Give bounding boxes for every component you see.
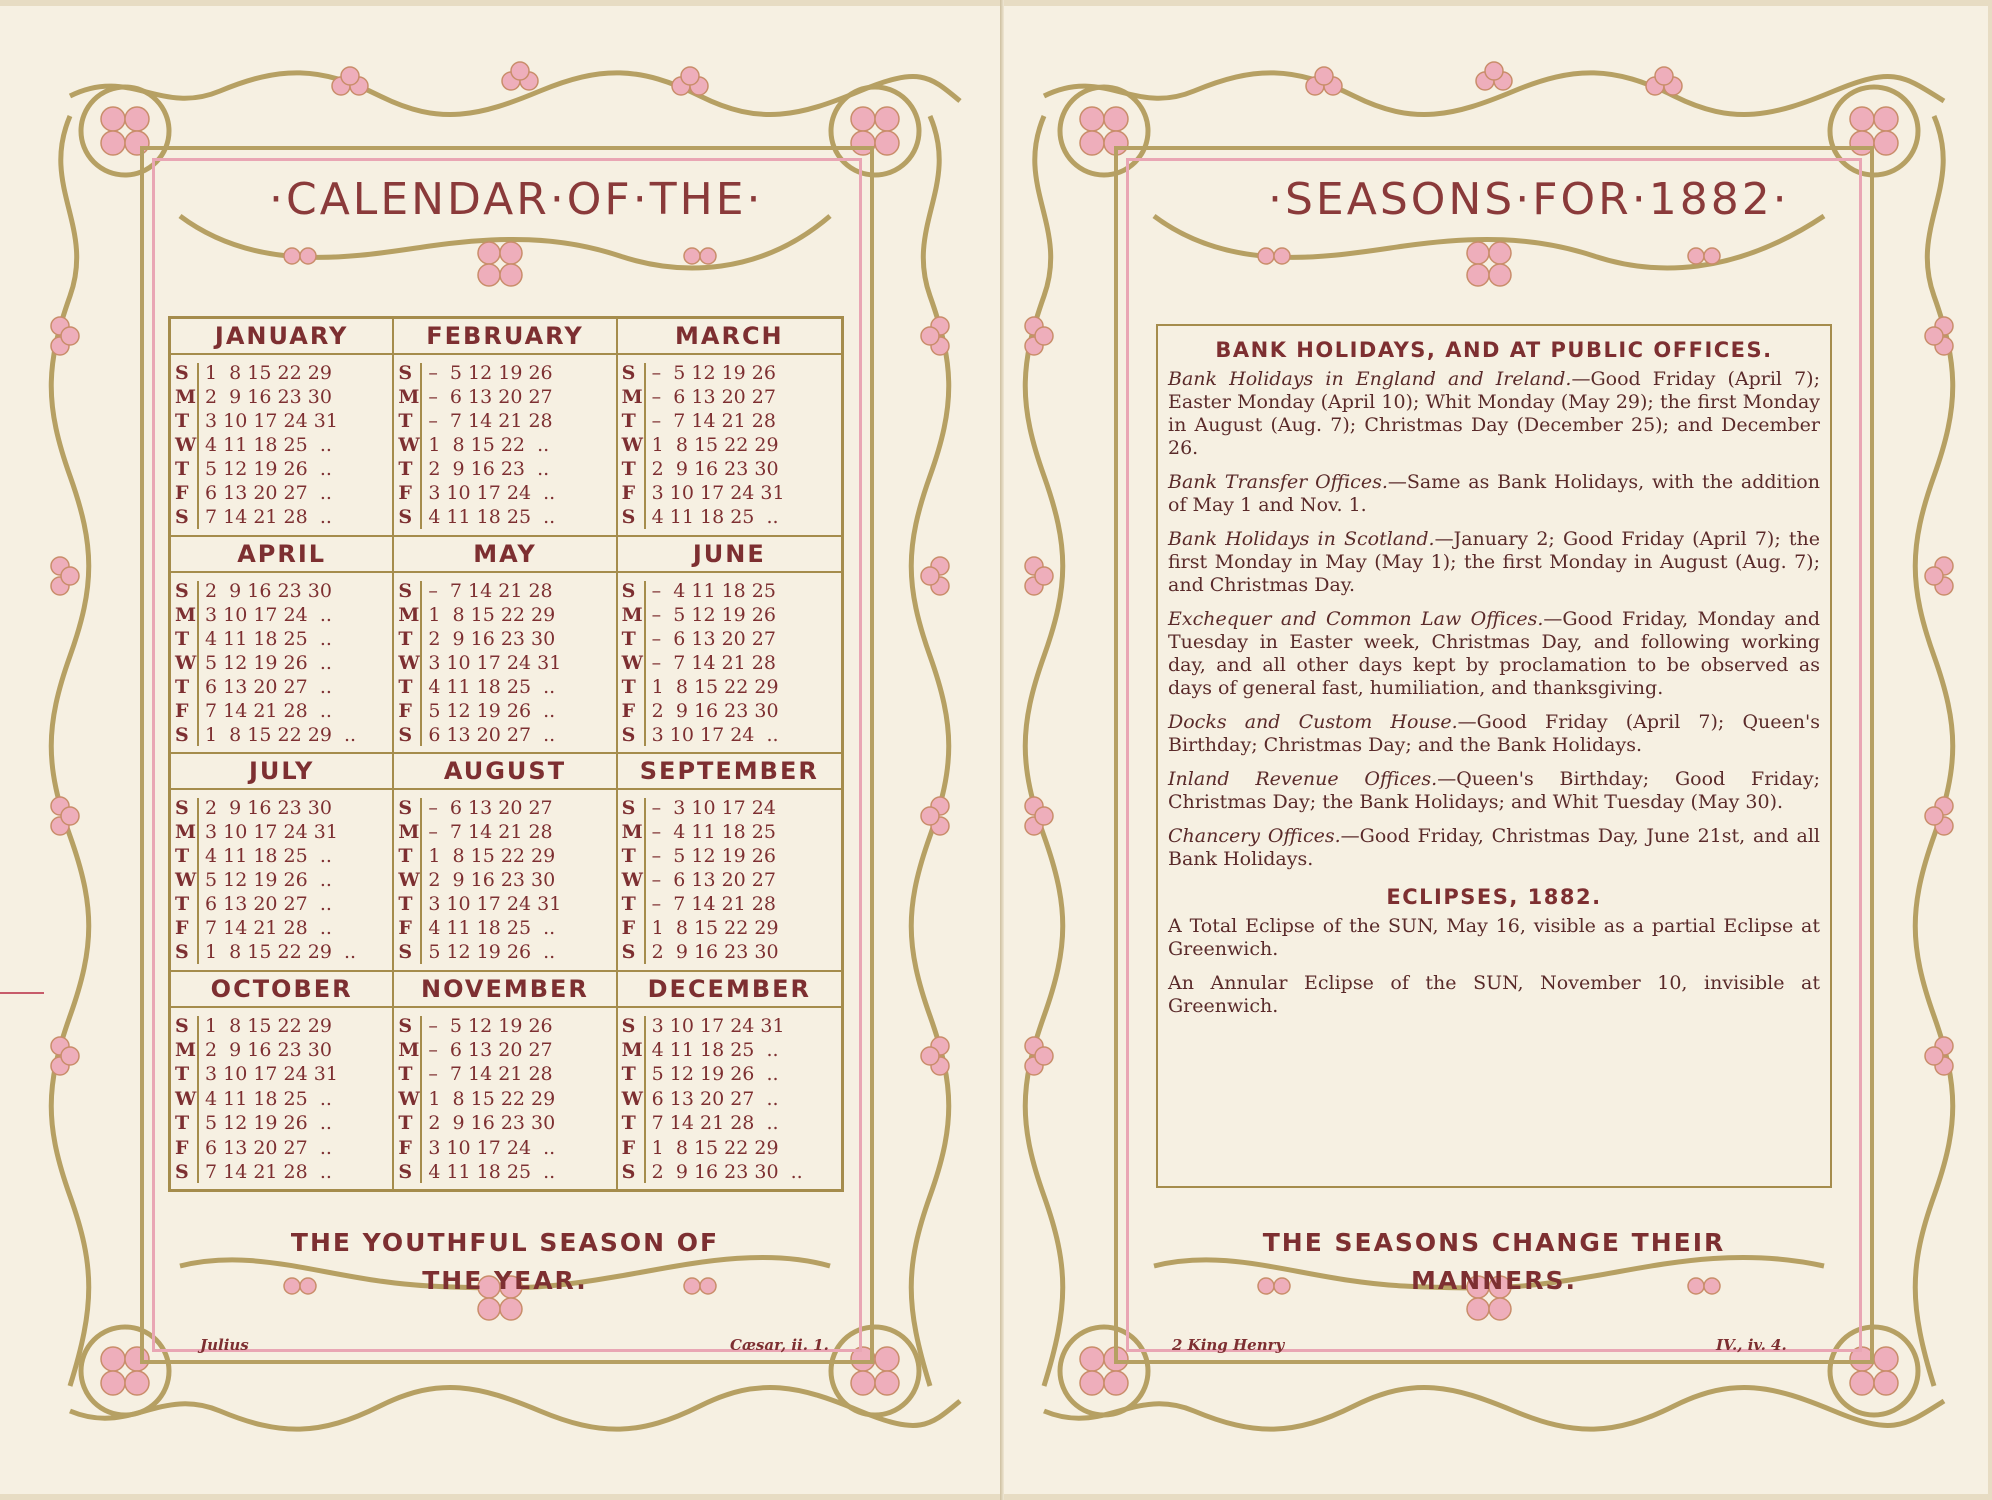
weekday-letter: S — [621, 506, 636, 529]
month-july — [171, 754, 394, 972]
date-row: 2 9 16 23 30 — [428, 627, 556, 650]
citation-right-right: IV., iv. 4. — [1716, 1336, 1787, 1354]
date-row: – 5 12 19 26 — [428, 362, 553, 384]
holiday-paragraphs — [1168, 368, 1820, 871]
date-row: – 7 14 21 28 — [651, 410, 776, 433]
weekday-letter: W — [398, 651, 420, 674]
date-row: 1 8 15 22 29 — [428, 845, 556, 868]
date-row: 2 9 16 23 30 — [428, 1112, 556, 1135]
weekday-letter: M — [175, 603, 197, 626]
paragraph-lead: Bank Holidays in England and Ireland. — [1168, 368, 1572, 390]
weekday-letter: S — [621, 579, 636, 602]
date-row: 6 13 20 27 .. — [205, 482, 332, 505]
weekday-column — [622, 581, 646, 747]
motto-line-2-right: MANNERS. — [1411, 1266, 1577, 1295]
date-row: – 3 10 17 24 — [651, 797, 776, 819]
left-motto — [200, 1224, 810, 1300]
weekday-letter: S — [175, 941, 189, 964]
weekday-letter: S — [175, 797, 189, 819]
citation-left-right: 2 King Henry — [1172, 1336, 1285, 1354]
date-row: 3 10 17 24 31 — [205, 821, 338, 844]
weekday-letter: M — [175, 386, 197, 409]
weekday-letter: T — [398, 893, 413, 916]
month-name: NOVEMBER — [394, 972, 615, 1008]
date-row: 4 11 18 25 .. — [428, 917, 556, 940]
weekday-column — [175, 363, 199, 529]
date-row: – 5 12 19 26 — [651, 845, 776, 868]
date-row: 4 11 18 25 .. — [205, 845, 332, 868]
weekday-letter: T — [398, 410, 413, 433]
calendar-grid — [168, 316, 844, 1192]
month-february — [394, 319, 617, 537]
date-row: 3 10 17 24 31 — [428, 651, 562, 674]
date-row: – 6 13 20 27 — [428, 1038, 553, 1061]
weekday-letter: T — [398, 1112, 413, 1135]
weekday-letter: W — [398, 1087, 420, 1110]
weekday-letter: T — [621, 845, 636, 868]
date-row: 1 8 15 22 29 — [205, 1014, 332, 1037]
date-row: 6 13 20 27 .. — [205, 893, 332, 916]
weekday-letter: T — [398, 1063, 413, 1086]
paragraph-body: —January 2; Good Friday (April 7); the first Monday in May (May 1); the first Monday in August (Aug. 7); and Christmas Day. — [1168, 528, 1821, 596]
month-november — [394, 972, 617, 1190]
date-row: 4 11 18 25 .. — [428, 1160, 556, 1183]
month-name: JULY — [171, 754, 392, 790]
weekday-letter: S — [398, 506, 413, 529]
date-row: – 7 14 21 28 — [428, 1063, 553, 1086]
date-row: 2 9 16 23 30 — [205, 797, 332, 819]
paragraph-body: —Good Friday (April 7); Easter Monday (April 10); Whit Monday (May 29); the first Monday in August (Aug. 7); Christmas Day (December 25); and December 26. — [1168, 368, 1820, 459]
paragraph-body: —Queen's Birthday; Good Friday; Christmas Day; the Bank Holidays; and Whit Tuesday (May 30). — [1168, 768, 1820, 813]
motto-line-2: THE YEAR. — [422, 1266, 588, 1295]
weekday-letter: S — [398, 941, 413, 964]
weekday-letter: T — [398, 627, 413, 650]
month-september — [618, 754, 841, 972]
weekday-letter: S — [175, 579, 189, 602]
date-row: – 7 14 21 28 — [651, 651, 776, 674]
weekday-letter: T — [621, 893, 636, 916]
left-page — [0, 6, 1000, 1494]
weekday-letter: F — [175, 1136, 189, 1159]
date-row: – 6 13 20 27 — [651, 386, 776, 409]
weekday-letter: T — [621, 410, 636, 433]
date-row: 5 12 19 26 .. — [428, 941, 556, 964]
date-row: – 5 12 19 26 — [651, 362, 776, 384]
weekday-letter: S — [175, 362, 189, 384]
date-row: 7 14 21 28 .. — [205, 1160, 332, 1183]
weekday-letter: T — [621, 1063, 636, 1086]
right-vine — [911, 116, 949, 1386]
weekday-letter: W — [621, 869, 643, 892]
date-row: 3 10 17 24 .. — [428, 482, 556, 505]
date-row: 7 14 21 28 .. — [651, 1112, 779, 1135]
date-row: – 6 13 20 27 — [651, 627, 776, 650]
date-row: 6 13 20 27 .. — [205, 1136, 332, 1159]
weekday-letter: F — [398, 699, 412, 722]
paragraph-lead: Exchequer and Common Law Offices. — [1168, 608, 1544, 630]
date-row: 5 12 19 26 .. — [651, 1063, 779, 1086]
weekday-column — [398, 1016, 422, 1184]
weekday-letter: S — [398, 1160, 413, 1183]
date-row: 4 11 18 25 .. — [651, 506, 779, 529]
month-june — [618, 537, 841, 755]
page-title: ·CALENDAR·OF·THE· — [255, 174, 777, 225]
weekday-letter: S — [398, 1014, 413, 1037]
month-december — [618, 972, 841, 1190]
date-row: 3 10 17 24 31 — [205, 1063, 338, 1086]
date-row: 2 9 16 23 30 — [205, 1038, 332, 1061]
month-name: MARCH — [618, 319, 841, 355]
date-row: – 6 13 20 27 — [651, 869, 776, 892]
date-row: – 6 13 20 27 — [428, 797, 553, 819]
weekday-letter: F — [175, 699, 189, 722]
weekday-column — [398, 363, 422, 529]
weekday-letter: W — [175, 434, 197, 457]
holiday-paragraph — [1168, 368, 1820, 460]
date-row: – 4 11 18 25 — [651, 821, 776, 844]
weekday-letter: S — [175, 723, 189, 746]
paragraph-lead: Docks and Custom House. — [1168, 711, 1458, 733]
weekday-letter: F — [175, 917, 189, 940]
date-row: 1 8 15 22 29 .. — [205, 723, 357, 746]
weekday-letter: S — [175, 506, 189, 529]
paragraph-body: —Good Friday, Christmas Day, June 21st, and all Bank Holidays. — [1168, 825, 1821, 870]
paragraph-lead: Bank Holidays in Scotland. — [1168, 528, 1435, 550]
weekday-letter: S — [621, 1014, 636, 1037]
date-row: 4 11 18 25 .. — [428, 675, 556, 698]
weekday-letter: W — [175, 1087, 197, 1110]
weekday-letter: F — [621, 699, 636, 722]
date-row: 4 11 18 25 .. — [651, 1038, 779, 1061]
date-row: 6 13 20 27 .. — [205, 675, 332, 698]
weekday-letter: M — [398, 821, 420, 844]
weekday-letter: T — [175, 458, 190, 481]
weekday-letter: S — [398, 723, 413, 746]
month-name: OCTOBER — [171, 972, 392, 1008]
date-row: – 7 14 21 28 — [651, 893, 776, 916]
weekday-column — [622, 363, 646, 529]
right-page — [1004, 6, 1988, 1494]
weekday-letter: T — [621, 627, 636, 650]
date-row: – 7 14 21 28 — [428, 579, 553, 602]
weekday-letter: S — [398, 797, 413, 819]
weekday-letter: W — [398, 869, 420, 892]
date-row: 2 9 16 23 30 — [205, 386, 332, 409]
date-row: 1 8 15 22 29 — [651, 434, 779, 457]
weekday-column — [398, 581, 422, 747]
weekday-letter: W — [398, 434, 420, 457]
weekday-letter: T — [175, 893, 190, 916]
holiday-paragraph — [1168, 768, 1820, 814]
month-name: JUNE — [618, 537, 841, 573]
holiday-paragraph — [1168, 471, 1820, 517]
date-row: – 7 14 21 28 — [428, 821, 553, 844]
date-row: – 5 12 19 26 — [428, 1014, 553, 1037]
holiday-paragraph — [1168, 711, 1820, 757]
weekday-letter: T — [621, 1112, 636, 1135]
date-row: 1 8 15 22 .. — [428, 434, 550, 457]
date-row: 2 9 16 23 30 — [651, 458, 779, 481]
weekday-letter: F — [398, 482, 412, 505]
month-name: JANUARY — [171, 319, 392, 355]
weekday-column — [622, 798, 646, 964]
date-row: 4 11 18 25 .. — [205, 434, 332, 457]
weekday-letter: W — [175, 651, 197, 674]
date-row: 7 14 21 28 .. — [205, 917, 332, 940]
weekday-letter: W — [175, 869, 197, 892]
date-row: 1 8 15 22 29 — [651, 675, 779, 698]
date-row: 2 9 16 23 30 — [651, 941, 779, 964]
weekday-letter: S — [175, 1014, 189, 1037]
month-august — [394, 754, 617, 972]
weekday-column — [398, 798, 422, 964]
month-name: APRIL — [171, 537, 392, 573]
date-row: 1 8 15 22 29 — [428, 603, 556, 626]
eclipses-heading: ECLIPSES, 1882. — [1386, 885, 1602, 909]
date-row: 4 11 18 25 .. — [428, 506, 556, 529]
date-row: 3 10 17 24 .. — [651, 723, 779, 746]
weekday-letter: T — [175, 675, 190, 698]
weekday-column — [175, 798, 199, 964]
weekday-letter: W — [621, 434, 643, 457]
motto-line-1-right: THE SEASONS CHANGE THEIR — [1262, 1228, 1726, 1257]
weekday-letter: T — [175, 1063, 190, 1086]
citation-left: Julius — [200, 1336, 249, 1354]
date-row: 2 9 16 23 .. — [428, 458, 550, 481]
month-october — [171, 972, 394, 1190]
weekday-letter: T — [398, 845, 413, 868]
weekday-letter: T — [621, 675, 636, 698]
date-row: 5 12 19 26 .. — [205, 458, 332, 481]
weekday-letter: T — [398, 675, 413, 698]
date-row: 3 10 17 24 31 — [205, 410, 338, 433]
weekday-letter: M — [621, 386, 643, 409]
paragraph-body: —Same as Bank Holidays, with the addition of May 1 and Nov. 1. — [1168, 471, 1820, 516]
weekday-letter: S — [398, 362, 413, 384]
paragraph-lead: Inland Revenue Offices. — [1168, 768, 1438, 790]
weekday-letter: M — [621, 1038, 643, 1061]
paragraph-lead: Bank Transfer Offices. — [1168, 471, 1388, 493]
date-row: 3 10 17 24 31 — [428, 893, 562, 916]
date-row: 1 8 15 22 29 — [651, 1136, 779, 1159]
bottom-vine — [70, 1387, 960, 1429]
weekday-letter: W — [621, 651, 643, 674]
date-row: 1 8 15 22 29 .. — [205, 941, 357, 964]
weekday-letter: T — [398, 458, 413, 481]
date-row: 5 12 19 26 .. — [205, 651, 332, 674]
eclipse-paragraphs — [1168, 915, 1820, 1018]
citation-right: Cæsar, ii. 1. — [730, 1336, 829, 1354]
date-row: 4 11 18 25 .. — [205, 1087, 332, 1110]
bank-holidays-heading: BANK HOLIDAYS, AND AT PUBLIC OFFICES. — [1215, 338, 1773, 362]
weekday-letter: F — [621, 482, 636, 505]
weekday-letter: S — [398, 579, 413, 602]
holiday-paragraph — [1168, 825, 1820, 871]
date-row: 1 8 15 22 29 — [651, 917, 779, 940]
weekday-letter: T — [175, 845, 190, 868]
weekday-letter: T — [621, 458, 636, 481]
weekday-letter: W — [621, 1087, 643, 1110]
date-row: 6 13 20 27 .. — [651, 1087, 779, 1110]
paragraph-body: —Good Friday, Monday and Tuesday in Easter week, Christmas Day, and following working day, and all other days kept by proclamation to be observed as days of general fast, humiliation, and thanksgiving. — [1168, 608, 1820, 699]
date-row: 2 9 16 23 30 — [205, 579, 332, 602]
date-row: – 7 14 21 28 — [428, 410, 553, 433]
date-row: – 6 13 20 27 — [428, 386, 553, 409]
date-row: 7 14 21 28 .. — [205, 699, 332, 722]
date-row: 4 11 18 25 .. — [205, 627, 332, 650]
weekday-letter: S — [621, 362, 636, 384]
month-march — [618, 319, 841, 537]
weekday-letter: M — [175, 1038, 197, 1061]
date-row: 3 10 17 24 31 — [651, 1014, 785, 1037]
date-row: 1 8 15 22 29 — [205, 362, 332, 384]
weekday-letter: M — [621, 821, 643, 844]
weekday-letter: T — [175, 627, 190, 650]
weekday-column — [622, 1016, 646, 1184]
holidays-panel — [1156, 324, 1832, 1188]
date-row: 5 12 19 26 .. — [205, 1112, 332, 1135]
date-row: 3 10 17 24 31 — [651, 482, 785, 505]
holiday-paragraph — [1168, 608, 1820, 700]
left-vine — [51, 116, 89, 1386]
weekday-letter: S — [621, 1160, 636, 1183]
weekday-letter: S — [621, 797, 636, 819]
month-name: FEBRUARY — [394, 319, 615, 355]
date-row: 2 9 16 23 30 — [428, 869, 556, 892]
weekday-letter: M — [175, 821, 197, 844]
weekday-letter: S — [621, 723, 636, 746]
date-row: 6 13 20 27 .. — [428, 723, 556, 746]
weekday-letter: M — [621, 603, 643, 626]
eclipse-paragraph: An Annular Eclipse of the SUN, November 10, invisible at Greenwich. — [1168, 972, 1820, 1017]
weekday-letter: T — [175, 410, 190, 433]
date-row: – 4 11 18 25 — [651, 579, 776, 602]
month-january — [171, 319, 394, 537]
paragraph-lead: Chancery Offices. — [1168, 825, 1341, 847]
weekday-column — [175, 581, 199, 747]
page-title-right: ·SEASONS·FOR·1882· — [1254, 174, 1804, 225]
holiday-paragraph — [1168, 528, 1820, 597]
weekday-letter: F — [398, 1136, 412, 1159]
month-may — [394, 537, 617, 755]
weekday-column — [175, 1016, 199, 1184]
weekday-letter: T — [175, 1112, 190, 1135]
date-row: 2 9 16 23 30 — [651, 699, 779, 722]
date-row: 5 12 19 26 .. — [428, 699, 556, 722]
weekday-letter: F — [621, 1136, 636, 1159]
date-row: 3 10 17 24 .. — [428, 1136, 556, 1159]
eclipse-paragraph: A Total Eclipse of the SUN, May 16, visible as a partial Eclipse at Greenwich. — [1168, 915, 1820, 960]
weekday-letter: F — [398, 917, 412, 940]
motto-line-1: THE YOUTHFUL SEASON OF — [290, 1228, 720, 1257]
month-name: AUGUST — [394, 754, 615, 790]
date-row: 5 12 19 26 .. — [205, 869, 332, 892]
weekday-letter: F — [175, 482, 189, 505]
date-row: 2 9 16 23 30 .. — [651, 1160, 803, 1183]
date-row: 7 14 21 28 .. — [205, 506, 332, 529]
weekday-letter: S — [621, 941, 636, 964]
month-april — [171, 537, 394, 755]
month-name: MAY — [394, 537, 615, 573]
date-row: – 5 12 19 26 — [651, 603, 776, 626]
right-motto — [1184, 1224, 1804, 1300]
weekday-letter: M — [398, 386, 420, 409]
date-row: 3 10 17 24 .. — [205, 603, 332, 626]
weekday-letter: M — [398, 1038, 420, 1061]
date-row: 1 8 15 22 29 — [428, 1087, 556, 1110]
weekday-letter: F — [621, 917, 636, 940]
month-name: DECEMBER — [618, 972, 841, 1008]
paragraph-body: —Good Friday (April 7); Queen's Birthday; Christmas Day; and the Bank Holidays. — [1168, 711, 1820, 756]
month-name: SEPTEMBER — [618, 754, 841, 790]
weekday-letter: S — [175, 1160, 189, 1183]
weekday-letter: M — [398, 603, 420, 626]
